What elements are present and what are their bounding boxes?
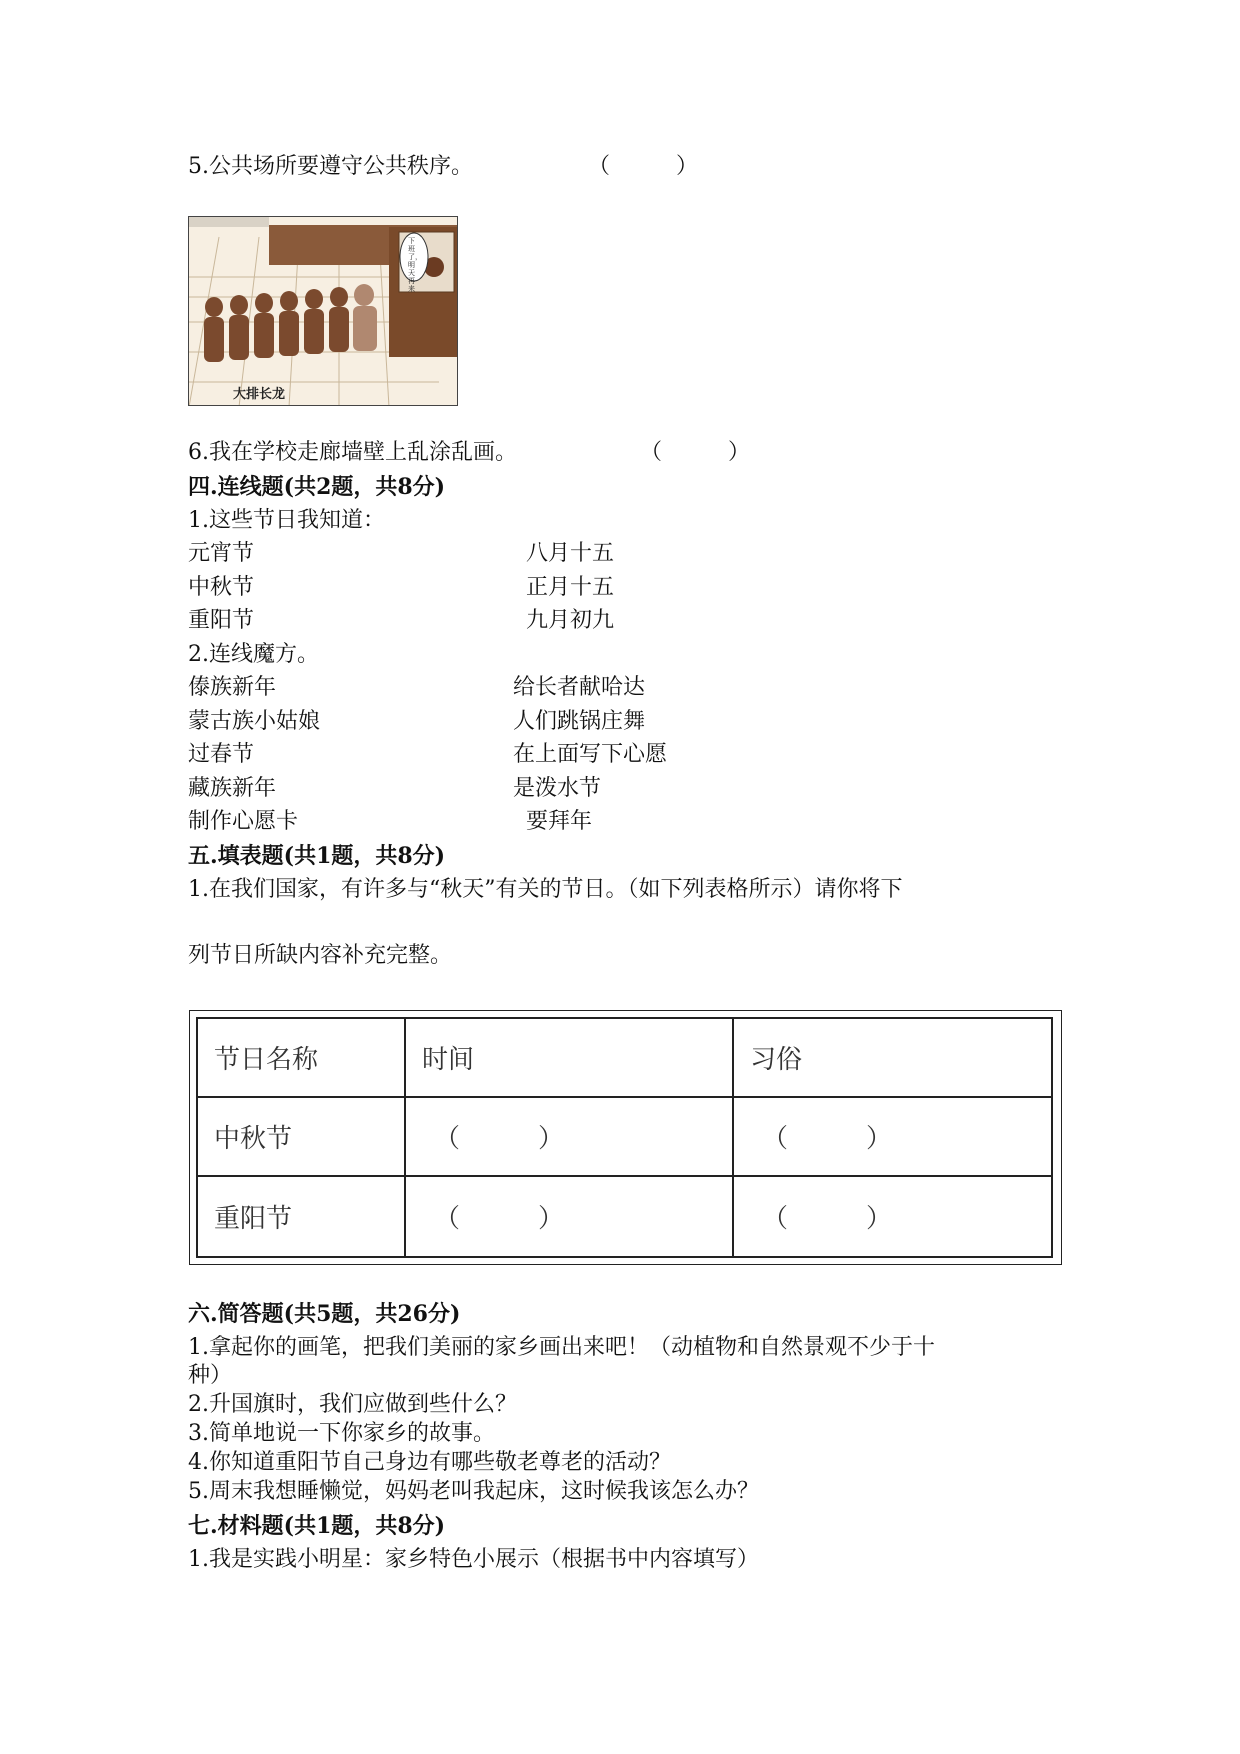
- festival-date: 九月初九: [526, 608, 615, 633]
- festival-name: 重阳节: [188, 608, 255, 633]
- autumn-festival-table: [196, 1017, 1053, 1258]
- queue-illustration: [188, 216, 458, 406]
- question-5-text: 5.公共场所要遵守公共秩序。: [188, 154, 473, 179]
- question-6-answer-paren: （ ）: [640, 440, 751, 465]
- illustration-caption: 大排长龙: [233, 387, 286, 402]
- festival-date: 正月十五: [526, 575, 615, 600]
- match-right-item: 给长者献哈达: [513, 675, 646, 700]
- match-right-item: 要拜年: [526, 809, 593, 834]
- section-6-q4: 4.你知道重阳节自己身边有哪些敬老尊老的活动？: [188, 1450, 671, 1475]
- section-4-title: 四.连线题(共2题，共8分): [188, 474, 446, 500]
- festival-name-cell: 重阳节: [197, 1176, 405, 1257]
- section-6-q1-line1: 1.拿起你的画笔，把我们美丽的家乡画出来吧！（动植物和自然景观不少于十: [188, 1335, 935, 1360]
- question-6-text: 6.我在学校走廊墙壁上乱涂乱画。: [188, 440, 517, 465]
- festival-name-cell: 中秋节: [197, 1097, 405, 1177]
- match-right-item: 在上面写下心愿: [513, 742, 668, 767]
- illustration-speech-bubble-text: 下班了，明天再来: [408, 237, 422, 293]
- custom-answer-cell[interactable]: （ ）: [733, 1176, 1052, 1257]
- match-right-item: 是泼水节: [513, 776, 602, 801]
- table-row: [197, 1097, 1052, 1177]
- festival-date: 八月十五: [526, 541, 615, 566]
- section-6-title: 六.简答题(共5题，共26分): [188, 1301, 461, 1327]
- section-4-q2-text: 2.连线魔方。: [188, 642, 319, 667]
- section-6-q2: 2.升国旗时，我们应做到些什么？: [188, 1392, 517, 1417]
- section-7-title: 七.材料题(共1题，共8分): [188, 1513, 446, 1539]
- festival-name: 中秋节: [188, 575, 255, 600]
- section-5-title: 五.填表题(共1题，共8分): [188, 843, 446, 869]
- question-5-answer-paren: （ ）: [588, 154, 699, 179]
- table-header-cell: 节日名称: [197, 1018, 405, 1097]
- time-answer-cell[interactable]: （ ）: [405, 1097, 733, 1177]
- autumn-festival-table-frame: [189, 1010, 1062, 1265]
- section-6-q3: 3.简单地说一下你家乡的故事。: [188, 1421, 495, 1446]
- section-7-q1: 1.我是实践小明星：家乡特色小展示（根据书中内容填写）: [188, 1547, 759, 1572]
- match-left-item: 制作心愿卡: [188, 809, 299, 834]
- time-answer-cell[interactable]: （ ）: [405, 1176, 733, 1257]
- section-5-q1-line1: 1.在我们国家，有许多与“秋天”有关的节日。（如下列表格所示）请你将下: [188, 877, 903, 902]
- festival-name: 元宵节: [188, 541, 255, 566]
- table-header-cell: 时间: [405, 1018, 733, 1097]
- table-row: [197, 1176, 1052, 1257]
- match-right-item: 人们跳锅庄舞: [513, 709, 646, 734]
- match-left-item: 蒙古族小姑娘: [188, 709, 321, 734]
- section-5-q1-line2: 列节日所缺内容补充完整。: [188, 943, 453, 968]
- section-6-q5: 5.周末我想睡懒觉，妈妈老叫我起床，这时候我该怎么办？: [188, 1479, 759, 1504]
- table-header-cell: 习俗: [733, 1018, 1052, 1097]
- section-4-q1-text: 1.这些节日我知道：: [188, 508, 385, 533]
- match-left-item: 过春节: [188, 742, 255, 767]
- match-left-item: 藏族新年: [188, 776, 277, 801]
- section-6-q1-line2: 种）: [188, 1363, 233, 1388]
- custom-answer-cell[interactable]: （ ）: [733, 1097, 1052, 1177]
- table-header-row: [197, 1018, 1052, 1097]
- match-left-item: 傣族新年: [188, 675, 277, 700]
